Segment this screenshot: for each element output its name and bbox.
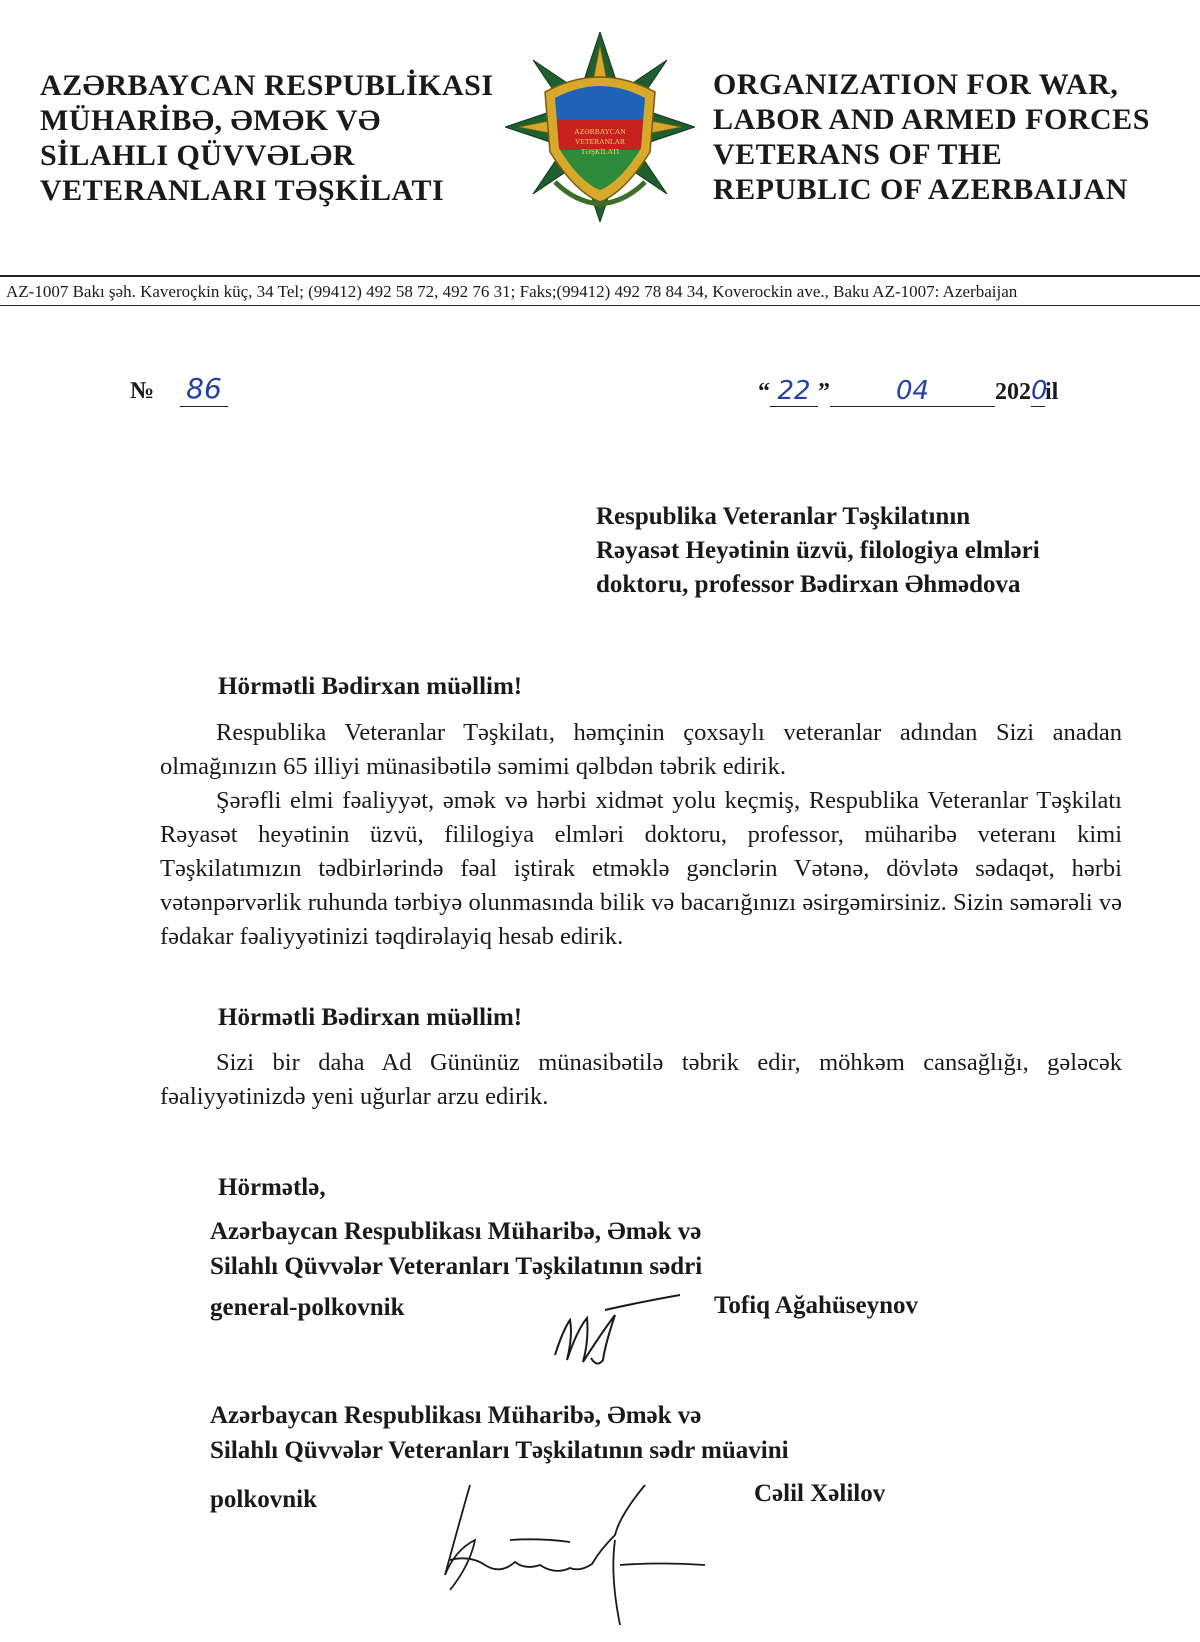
letterhead-left-line: VETERANLARI TƏŞKİLATI <box>40 174 445 207</box>
signatory-org-line: Silahlı Qüvvələr Veteranları Təşkilatının sədri <box>210 1253 703 1280</box>
date-suffix: il <box>1045 379 1059 405</box>
body-paragraph: Şərəfli elmi fəaliyyət, əmək və hərbi xidmət yolu keçmiş, Respublika Veteranlar Təşkilatı Rəyasət heyətinin üzvü, fililogiya elmləri doktoru, professor, müharibə veteranı kimi Təşkilatımızın tədbirlərində fəal iştirak etməklə gənclərin Vətənə, dövlətə sədaqət, hərbi vətənpərvərlik ruhunda tərbiyə olunmasında bilik və bacarığınızı əsirgəmirsiniz. Sizin səmərəli və fədakar fəaliyyətinizi təqdirəlayiq hesab edirik. <box>160 787 1122 950</box>
letterhead-left <box>40 68 500 208</box>
closing-salutation: Hörmətlə, <box>218 1174 326 1201</box>
letterhead-right-line: LABOR AND ARMED FORCES <box>713 103 1150 136</box>
signatory-organization <box>210 1398 970 1468</box>
greeting: Hörmətli Bədirxan müəllim! <box>218 1004 523 1031</box>
addressee-line: Respublika Veteranlar Təşkilatının <box>596 503 971 530</box>
letterhead-left-line: SİLAHLI QÜVVƏLƏR <box>40 139 355 172</box>
date-close-quote: ” <box>818 379 830 405</box>
date-day: 22 <box>770 376 818 407</box>
signatory-org-line: Azərbaycan Respublikası Müharibə, Əmək və <box>210 1402 702 1429</box>
header-divider <box>0 275 1200 277</box>
address-underline <box>0 305 1200 306</box>
letterhead-right-line: ORGANIZATION FOR WAR, <box>713 68 1119 101</box>
body-paragraph: Sizi bir daha Ad Gününüz münasibətilə təbrik edir, möhkəm cansağlığı, gələcək fəaliyyətinizdə yeni uğurlar arzu edirik. <box>160 1049 1122 1110</box>
date-month: 04 <box>830 376 995 407</box>
addressee-line: doktoru, professor Bədirxan Əhmədova <box>596 571 1021 598</box>
letterhead-left-line: MÜHARİBƏ, ƏMƏK VƏ <box>40 104 381 137</box>
signatory-name: Cəlil Xəlilov <box>754 1480 886 1507</box>
emblem-text: AZƏRBAYCAN <box>574 127 626 136</box>
letterhead-right-line: REPUBLIC OF AZERBAIJAN <box>713 173 1128 206</box>
document-date <box>758 376 1058 407</box>
letterhead-right-line: VETERANS OF THE <box>713 138 1003 171</box>
signature-1 <box>545 1290 685 1370</box>
letter-body-closing <box>160 1046 1122 1114</box>
signatory-rank: polkovnik <box>210 1486 318 1513</box>
signatory-org-line: Silahlı Qüvvələr Veteranları Təşkilatının sədr müavini <box>210 1437 789 1464</box>
emblem-text: TƏŞKİLATI <box>580 147 620 156</box>
document-number-label: № <box>130 378 155 404</box>
signature-2 <box>430 1480 710 1630</box>
signatory-rank: general-polkovnik <box>210 1294 405 1321</box>
signatory-org-line: Azərbaycan Respublikası Müharibə, Əmək və <box>210 1218 702 1245</box>
contact-address: AZ-1007 Bakı şəh. Kaveroçkin küç, 34 Tel; (99412) 492 58 72, 492 76 31; Faks;(99412) 492 78 84 34, Koverockin ave., Baku AZ-1007: Azerbaijan <box>6 282 1018 301</box>
date-year-prefix: 202 <box>995 379 1031 405</box>
organization-emblem <box>505 32 695 222</box>
signatory-organization <box>210 1214 970 1284</box>
signatory-name: Tofiq Ağahüseynov <box>714 1292 919 1319</box>
date-year-hand: 0 <box>1031 376 1048 406</box>
addressee-line: Rəyasət Heyətinin üzvü, filologiya elmləri <box>596 537 1040 564</box>
letterhead-right <box>713 67 1183 207</box>
document-number-value: 86 <box>180 372 228 407</box>
body-paragraph: Respublika Veteranlar Təşkilatı, həmçinin çoxsaylı veteranlar adından Sizi anadan olmağınızın 65 illiyi münasibətilə səmimi qəlbdən təbrik edirik. <box>160 719 1122 780</box>
greeting: Hörmətli Bədirxan müəllim! <box>218 673 523 700</box>
date-open-quote: “ <box>758 379 770 405</box>
letterhead-left-line: AZƏRBAYCAN RESPUBLİKASI <box>40 69 494 102</box>
emblem-text: VETERANLAR <box>575 137 625 146</box>
letter-body <box>160 716 1122 954</box>
addressee <box>596 500 1156 602</box>
